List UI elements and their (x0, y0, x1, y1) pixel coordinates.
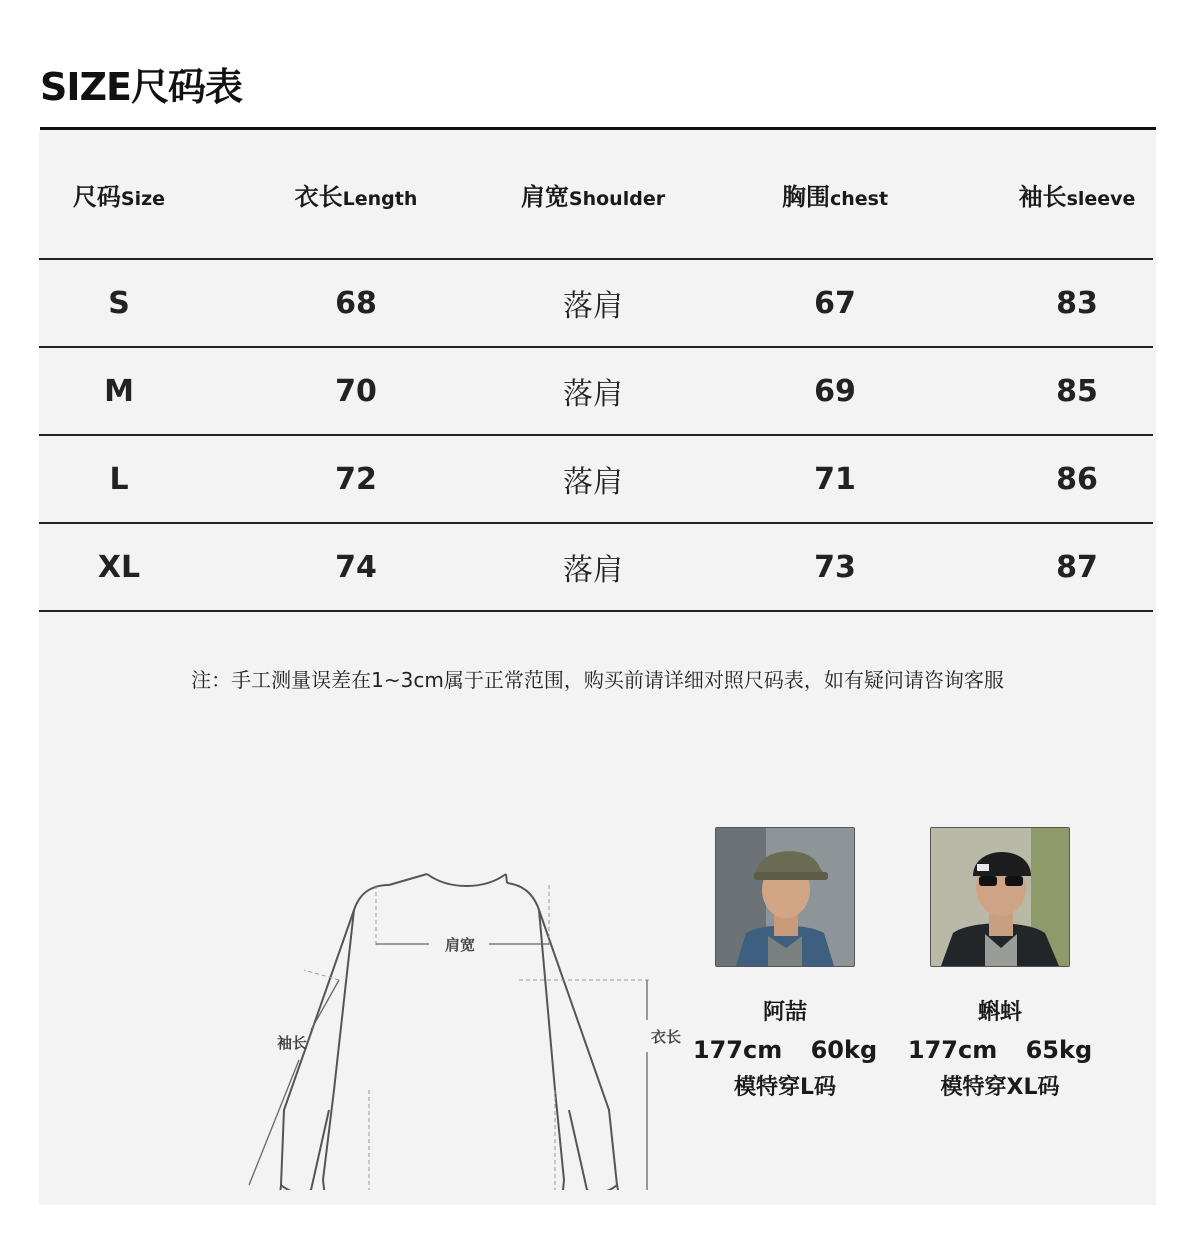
cell-sleeve: 83 (1056, 285, 1098, 321)
cell-length: 74 (335, 549, 377, 585)
cell-size: S (108, 285, 130, 321)
size-chart-panel (39, 130, 1156, 1205)
cell-shoulder: 落肩 (563, 465, 623, 500)
model-weight: 60kg (810, 1036, 878, 1064)
model-card (685, 827, 885, 1101)
diagram-length-label: 衣长 (651, 1028, 682, 1046)
header-sleeve: 袖长sleeve (1018, 182, 1136, 211)
model-card (900, 827, 1100, 1101)
model-stats (900, 1036, 1100, 1064)
cell-chest: 71 (814, 461, 856, 497)
page-title: SIZE尺码表 (40, 65, 243, 109)
cell-length: 70 (335, 373, 377, 409)
model-height: 177cm (907, 1036, 998, 1064)
cell-chest: 73 (814, 549, 856, 585)
model-fit: 模特穿L码 (733, 1075, 837, 1100)
cell-shoulder: 落肩 (563, 289, 623, 324)
cell-length: 68 (335, 285, 377, 321)
diagram-shoulder-label: 肩宽 (445, 936, 476, 954)
cell-chest: 69 (814, 373, 856, 409)
cell-length: 72 (335, 461, 377, 497)
cell-size: XL (97, 549, 141, 585)
table-header-row (39, 130, 1153, 260)
cell-shoulder: 落肩 (563, 553, 623, 588)
model-fit: 模特穿XL码 (940, 1075, 1060, 1100)
model-stats (685, 1036, 885, 1064)
model-photo (930, 827, 1070, 967)
model-name: 阿喆 (762, 1000, 807, 1025)
measurement-note: 注：手工测量误差在1~3cm属于正常范围，购买前请详细对照尺码表，如有疑问请咨询客服 (191, 668, 1004, 692)
model-name: 蝌蚪 (977, 1000, 1022, 1025)
cell-sleeve: 86 (1056, 461, 1098, 497)
table-row (39, 260, 1153, 348)
diagram-sleeve-label: 袖长 (277, 1034, 308, 1052)
header-chest: 胸围chest (781, 182, 889, 211)
cell-shoulder: 落肩 (563, 377, 623, 412)
cell-chest: 67 (814, 285, 856, 321)
model-height: 177cm (692, 1036, 783, 1064)
table-row (39, 348, 1153, 436)
garment-diagram (219, 790, 719, 1190)
size-table (39, 130, 1153, 612)
cell-size: M (104, 373, 134, 409)
model-photo (715, 827, 855, 967)
cell-sleeve: 87 (1056, 549, 1098, 585)
header-length: 衣长Length (294, 182, 418, 211)
header-shoulder: 肩宽Shoulder (520, 182, 666, 211)
table-row (39, 436, 1153, 524)
model-weight: 65kg (1025, 1036, 1093, 1064)
cell-size: L (109, 461, 129, 497)
cell-sleeve: 85 (1056, 373, 1098, 409)
table-row (39, 524, 1153, 612)
header-size: 尺码Size (72, 182, 166, 211)
